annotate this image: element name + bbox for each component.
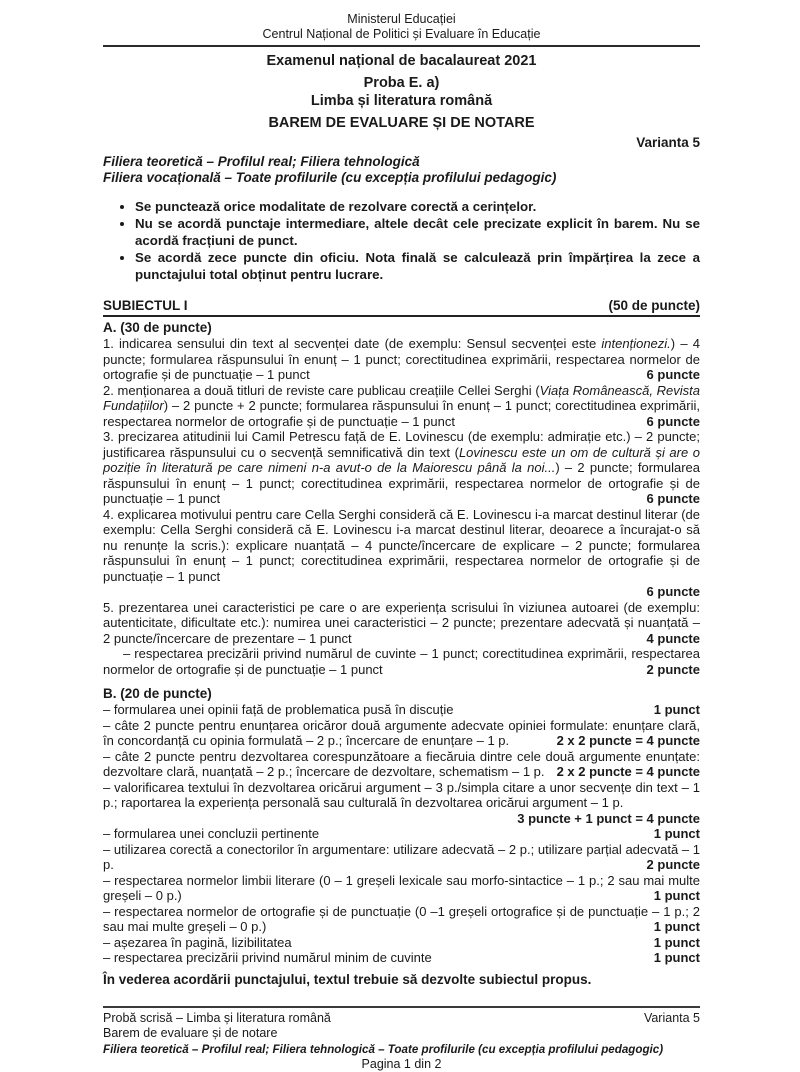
barem-item-b8	[103, 904, 700, 935]
barem-item-b5	[103, 826, 700, 842]
item-text: – respectarea precizării privind numărul de cuvinte – 1 punct; corectitudinea exprimării, respectarea normelor de ortografie și de punctuație – 1 punct	[103, 646, 700, 677]
scoring-rule: • Se punctează orice modalitate de rezolvare corectă a cerințelor.	[135, 198, 700, 215]
item-quote: Lovinescu este un om de cultură și are o poziție în literatură pe care nimeni n-a avut-o de la Maiorescu până la noi...	[103, 445, 700, 476]
item-text: – așezarea în pagină, lizibilitatea	[103, 935, 292, 950]
variant-label: Varianta 5	[103, 135, 700, 151]
ministry-line-2: Centrul Național de Politici și Evaluare în Educație	[103, 27, 700, 42]
item-points-line: 6 puncte	[103, 584, 700, 600]
barem-item-b3	[103, 749, 700, 780]
item-points: 2 x 2 puncte = 4 puncte	[557, 764, 700, 780]
barem-item-a4	[103, 507, 700, 585]
scoring-rule: • Nu se acordă punctaje intermediare, altele decât cele precizate explicit în barem. Nu se acordă fracțiuni de punct.	[135, 215, 700, 249]
ministry-line-1: Ministerul Educației	[103, 12, 700, 27]
item-points: 1 punct	[654, 702, 700, 718]
barem-item-a2	[103, 383, 700, 430]
page-footer	[103, 1006, 700, 1072]
item-text: – valorificarea textului în dezvoltarea oricărui argument – 3 p./simpla citare a unor secvențe din text – 1 p.; raportarea la experiența personală sau culturală în dezvoltarea oricărui argument – 1 p.	[103, 780, 700, 811]
barem-item-a5-extra	[103, 646, 700, 677]
item-text: – câte 2 puncte pentru dezvoltarea corespunzătoare a fiecăruia dintre cele două argumente enunțate: dezvoltare clară, nuanțată – 2 p.; încercare de dezvoltare, schematism – 1 p.	[103, 749, 700, 780]
barem-item-b1	[103, 702, 700, 718]
footer-doc-subtitle: Barem de evaluare și de notare	[103, 1026, 700, 1042]
item-text: – respectarea precizării privind numărul minim de cuvinte	[103, 950, 432, 965]
item-text: – formularea unei opinii față de problematica pusă în discuție	[103, 702, 454, 717]
item-text: – câte 2 puncte pentru enunțarea oricăror două argumente adecvate opiniei formulate: enunțare clară, în concordanță cu opinia formulată – 2 p.; încercare de enunțare – 1 p.	[103, 718, 700, 749]
item-text: – formularea unei concluzii pertinente	[103, 826, 319, 841]
item-points: 6 puncte	[647, 491, 700, 507]
section-b-title: B. (20 de puncte)	[103, 685, 700, 702]
footer-filiera: Filiera teoretică – Profilul real; Filiera tehnologică – Toate profilurile (cu excepția profilului pedagogic)	[103, 1042, 700, 1057]
item-points: 2 puncte	[627, 662, 700, 678]
barem-item-b2	[103, 718, 700, 749]
item-points: 1 punct	[654, 826, 700, 842]
header-divider	[103, 45, 700, 47]
barem-title: BAREM DE EVALUARE ȘI DE NOTARE	[103, 115, 700, 132]
barem-item-b6	[103, 842, 700, 873]
item-points: 4 puncte	[647, 631, 700, 647]
barem-item-b9	[103, 935, 700, 951]
filiera-line-1: Filiera teoretică – Profilul real; Filiera tehnologică	[103, 154, 700, 170]
item-quote: Viața Românească, Revista Fundațiilor	[103, 383, 700, 414]
subiect1-title: SUBIECTUL I	[103, 297, 188, 314]
subiect1-heading	[103, 297, 700, 317]
item-points: 1 punct	[654, 950, 700, 966]
scoring-rule: • Se acordă zece puncte din oficiu. Nota finală se calculează prin împărțirea la zece a punctajului total obținut pentru lucrare.	[135, 249, 700, 283]
section-a-title: A. (30 de puncte)	[103, 319, 700, 336]
item-text: 5. prezentarea unei caracteristici pe care o are experiența scrisului în viziunea autoarei (de exemplu: autenticitate, dificultate etc.): numirea unei caracteristici – 2 puncte; prezentare adecvată și nuanțată – 2 puncte/încercare de prezentare – 1 punct	[103, 600, 700, 646]
item-quote: intenționezi.	[601, 336, 670, 351]
item-text: – respectarea normelor de ortografie și de punctuație (0 –1 greșeli ortografice și de punctuație – 1 p.; 2 sau mai multe greșeli – 0 p.)	[103, 904, 700, 935]
footer-variant: Varianta 5	[644, 1011, 700, 1027]
item-points: 2 x 2 puncte = 4 puncte	[557, 733, 700, 749]
barem-item-b10	[103, 950, 700, 966]
proba-title: Proba E. a)	[103, 75, 700, 92]
item-points: 6 puncte	[647, 414, 700, 430]
item-text: ) – 2 puncte + 2 puncte; formularea răspunsului în enunț – 1 punct; corectitudinea exprimării, respectarea normelor de ortografie și de punctuație – 1 punct	[103, 398, 700, 429]
item-points: 1 punct	[654, 935, 700, 951]
item-text: ) – 2 puncte; formularea răspunsului în enunț – 1 punct; corectitudinea exprimării, respectarea normelor de ortografie și de punctuație – 1 punct	[103, 460, 700, 506]
item-text: – respectarea normelor limbii literare (0 – 1 greșeli lexicale sau morfo-sintactice – 1 p.; 2 sau mai multe greșeli – 0 p.)	[103, 873, 700, 904]
item-points: 6 puncte	[647, 367, 700, 383]
footer-page-number: Pagina 1 din 2	[103, 1057, 700, 1072]
item-points-line: 3 puncte + 1 punct = 4 puncte	[103, 811, 700, 827]
barem-item-a3	[103, 429, 700, 507]
subject-title: Limba și literatura română	[103, 93, 700, 110]
footer-doc-title: Probă scrisă – Limba și literatura română	[103, 1011, 331, 1027]
filiera-line-2: Filiera vocațională – Toate profilurile (cu excepția profilului pedagogic)	[103, 170, 700, 186]
item-text: ) – 4 puncte; formularea răspunsului în enunț – 1 punct; corectitudinea exprimării, respectarea normelor de ortografie și de punctuație – 1 punct	[103, 336, 700, 382]
item-text: 1. indicarea sensului din text al secvenței date (de exemplu: Sensul secvenței este	[103, 336, 601, 351]
barem-item-a1	[103, 336, 700, 383]
final-note: În vederea acordării punctajului, textul trebuie să dezvolte subiectul propus.	[103, 971, 700, 988]
footer-row-1	[103, 1011, 700, 1027]
item-text: 4. explicarea motivului pentru care Cella Serghi consideră că E. Lovinescu i-a marcat destinul literar (de exemplu: Cella Serghi consideră că E. Lovinescu i-a marcat destinul literar, deoarece a încurajat-o să nu renunțe la scris.): explicare nuanțată – 4 puncte/încercare de explicare – 2 puncte; formularea răspunsului în enunț – 1 punct; corectitudinea exprimării, respectarea normelor de ortografie și de punctuație – 1 punct	[103, 507, 700, 584]
barem-item-b7	[103, 873, 700, 904]
item-text: 2. menționarea a două titluri de reviste care publicau creațiile Cellei Serghi (	[103, 383, 540, 398]
subiect1-total-points: (50 de puncte)	[608, 297, 700, 314]
item-points: 1 punct	[654, 888, 700, 904]
scoring-rules-list	[103, 198, 700, 283]
barem-item-a5	[103, 600, 700, 647]
item-points: 2 puncte	[647, 857, 700, 873]
barem-item-b4	[103, 780, 700, 811]
item-text: – utilizarea corectă a conectorilor în argumentare: utilizare adecvată – 2 p.; utilizare parțial adecvată – 1 p.	[103, 842, 700, 873]
item-points: 1 punct	[654, 919, 700, 935]
exam-title: Examenul național de bacalaureat 2021	[103, 53, 700, 70]
item-text: 3. precizarea atitudinii lui Camil Petrescu față de E. Lovinescu (de exemplu: admirație etc.) – 2 puncte; justificarea răspunsului cu o secvență semnificativă din text (	[103, 429, 700, 460]
